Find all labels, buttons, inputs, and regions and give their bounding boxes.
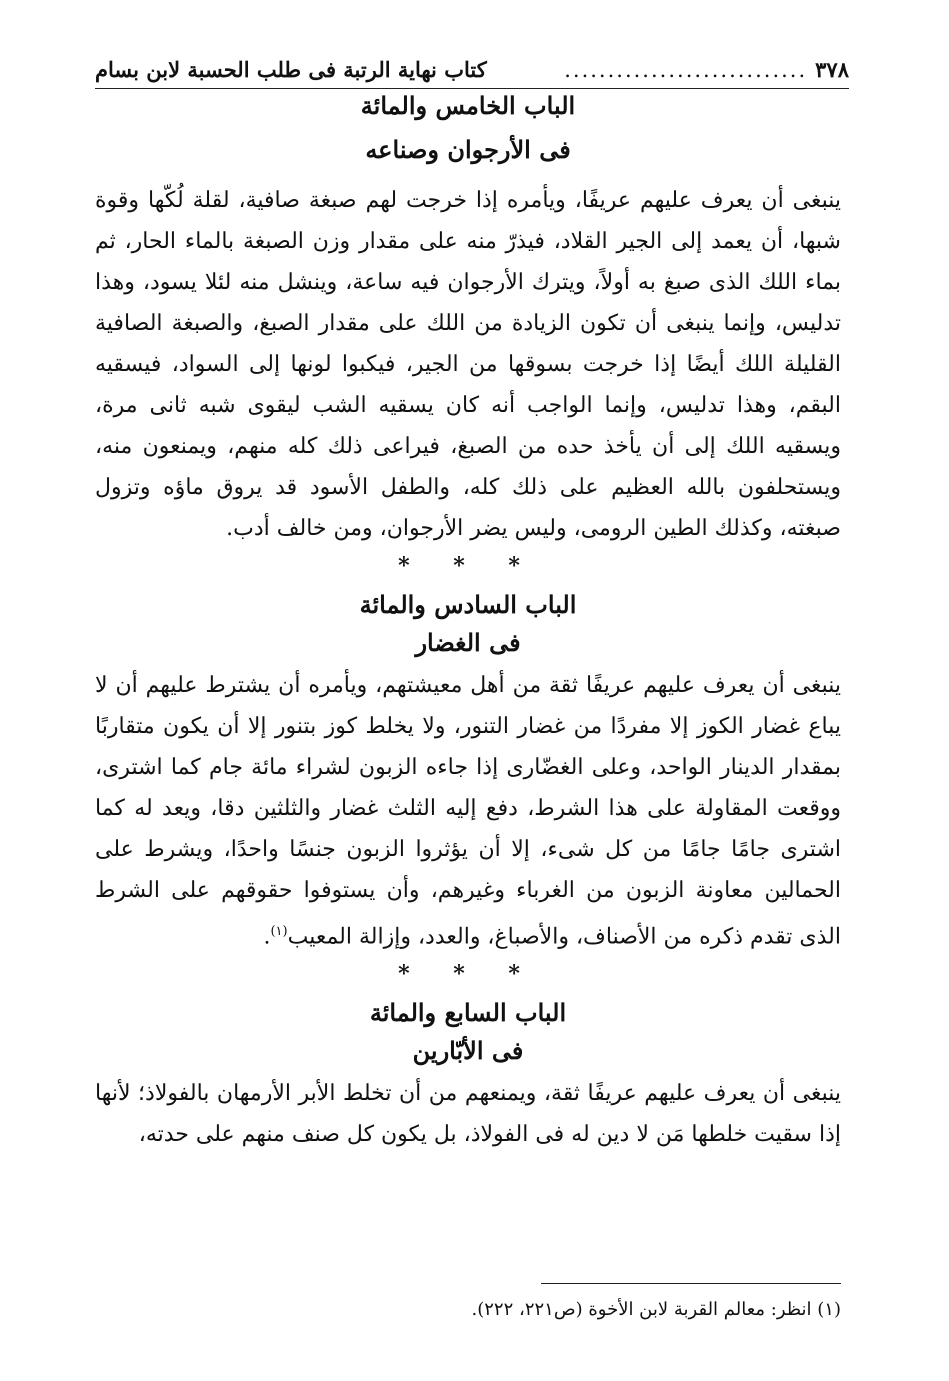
chapter-subheading: فى الغضار [415,628,521,657]
chapter-body-end: . [263,924,271,950]
page-number: ٣٧٨ [815,57,849,82]
chapter-heading: الباب الخامس والمائة [360,91,576,120]
page-content [95,88,841,1155]
section-separator: * * * [398,961,538,988]
book-title: كتاب نهاية الرتبة فى طلب الحسبة لابن بسام [95,57,487,82]
chapter-105 [95,88,841,549]
chapter-heading: الباب السادس والمائة [359,590,577,619]
chapter-106 [95,587,841,957]
section-separator: * * * [398,553,538,579]
chapter-subheading: فى الأرجوان وصناعه [365,135,571,164]
header-dot-leader: ............................ [564,58,808,82]
footnote-divider [541,1283,841,1284]
chapter-body-text: ينبغى أن يعرف عليهم عريفًا ثقة من أهل معيشتهم، ويأمره أن يشترط عليهم أن لا يباع غضار الكوز إلا مفردًا من غضار التنور، ولا يخلط كوز بتنور إلا أن يكون متقاربًا بمقدار الدينار الواحد، وعلى الغضّارى إذا جاءه الزبون لشراء مائة جام كما اشترى، ووقعت المقاولة على هذا الشرط، دفع إليه الثلث غضار والثلثين دقا، ويعد له كما اشترى جامًا جامًا من كل شىء، إلا أن يؤثروا الزبون جنسًا واحدًا، ويشرط على الحمالين معاونة الزبون من الغرباء وغيرهم، وأن يستوفوا حقوقهم على الشرط الذى تقدم ذكره من الأصناف، والأصباغ، والعدد، وإزالة المعيب [95,673,841,950]
chapter-subheading: فى الأبّارين [412,1036,524,1066]
chapter-body: ينبغى أن يعرف عليهم عريفًا ثقة، ويمنعهم من أن تخلط الأبر الأرمهان بالفولاذ؛ لأنها إذا سقيت خلطها مَن لا دين له فى الفولاذ، بل يكون كل صنف منهم على حدته، [95,1081,841,1148]
chapter-heading: الباب السابع والمائة [369,998,567,1028]
footnote: (١) انظر: معالم القربة لابن الأخوة (ص٢٢١، ٢٢٢). [471,1299,841,1320]
running-header [95,42,849,89]
chapter-body [95,665,841,957]
chapter-body: ينبغى أن يعرف عليهم عريفًا، ويأمره إذا خرجت لهم صبغة صافية، لقلة لُكّها وقوة شبها، أن يعمد إلى الجير القلاد، فيذرّ منه على مقدار وزن الصبغة بالماء الحار، ثم بماء اللك الذى صبغ به أولاً، ويترك الأرجوان فيه ساعة، وينشل منه لئلا يسود، وهذا تدليس، وإنما ينبغى أن تكون الزيادة من اللك على مقدار الصبغ، والصبغة الصافية القليلة اللك أيضًا إذا خرجت بسوقها من الجير، فيكبوا لونها إلى السواد، فيسقيه البقم، وهذا تدليس، وإنما الواجب أنه كان يسقيه الشب ليقوى شبه ثانى مرة، ويسقيه اللك إلى أن يأخذ حده من الصبغ، فيراعى ذلك كله منهم، ويمنعون منه، ويستحلفون بالله العظيم على ذلك كله، والطفل الأسود قد يروق ماؤه وتزول صبغته، وكذلك الطين الرومى، وليس يضر الأرجوان، ومن خالف أدب. [95,188,841,541]
footnote-marker: (١) [270,924,288,939]
chapter-107 [95,995,841,1155]
